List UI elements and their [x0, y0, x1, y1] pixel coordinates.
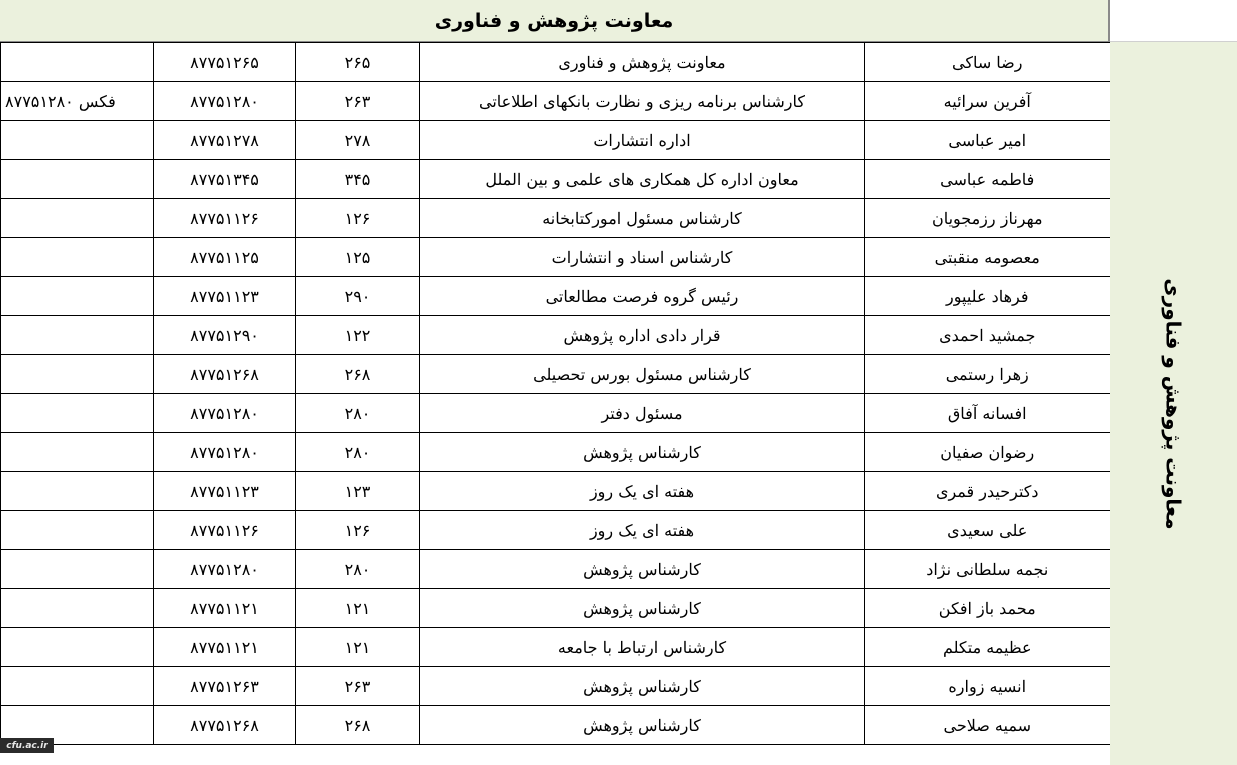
- table-row: [1, 121, 1111, 160]
- extension-cell: ۱۲۱: [296, 628, 420, 667]
- name-cell: سمیه صلاحی: [865, 706, 1111, 745]
- table-row: [1, 667, 1111, 706]
- phone-cell: ۸۷۷۵۱۲۸۰: [154, 82, 296, 121]
- table-row: [1, 160, 1111, 199]
- position-cell: کارشناس مسئول امورکتابخانه: [420, 199, 865, 238]
- fax-cell: [1, 394, 154, 433]
- table-row: [1, 472, 1111, 511]
- name-cell: فاطمه عباسی: [865, 160, 1111, 199]
- name-cell: فرهاد علیپور: [865, 277, 1111, 316]
- table-row: [1, 511, 1111, 550]
- fax-cell: [1, 355, 154, 394]
- position-cell: اداره انتشارات: [420, 121, 865, 160]
- phone-cell: ۸۷۷۵۱۳۴۵: [154, 160, 296, 199]
- table-row: [1, 706, 1111, 745]
- extension-cell: ۱۲۶: [296, 511, 420, 550]
- fax-cell: [1, 589, 154, 628]
- name-cell: زهرا رستمی: [865, 355, 1111, 394]
- position-cell: کارشناس پژوهش: [420, 667, 865, 706]
- position-cell: هفته ای یک روز: [420, 472, 865, 511]
- side-label-text: معاونت پژوهش و فناوری: [1161, 277, 1186, 530]
- name-cell: رضا ساکی: [865, 43, 1111, 82]
- phone-cell: ۸۷۷۵۱۲۶۸: [154, 706, 296, 745]
- extension-cell: ۳۴۵: [296, 160, 420, 199]
- position-cell: کارشناس پژوهش: [420, 706, 865, 745]
- extension-cell: ۲۸۰: [296, 550, 420, 589]
- fax-cell: [1, 43, 154, 82]
- position-cell: کارشناس پژوهش: [420, 550, 865, 589]
- extension-cell: ۱۲۱: [296, 589, 420, 628]
- table-row: [1, 43, 1111, 82]
- table-row: [1, 316, 1111, 355]
- table-row: [1, 355, 1111, 394]
- name-cell: انسیه زواره: [865, 667, 1111, 706]
- empty-header-cell: [1110, 0, 1237, 42]
- fax-cell: [1, 472, 154, 511]
- table-row: [1, 628, 1111, 667]
- fax-cell: [1, 433, 154, 472]
- position-cell: رئیس گروه فرصت مطالعاتی: [420, 277, 865, 316]
- fax-cell: [1, 511, 154, 550]
- extension-cell: ۱۲۵: [296, 238, 420, 277]
- extension-cell: ۲۷۸: [296, 121, 420, 160]
- extension-cell: ۲۶۳: [296, 82, 420, 121]
- name-cell: محمد باز افکن: [865, 589, 1111, 628]
- sheet-title-text: معاونت پژوهش و فناوری: [434, 9, 674, 32]
- extension-cell: ۲۶۵: [296, 43, 420, 82]
- phone-cell: ۸۷۷۵۱۲۷۸: [154, 121, 296, 160]
- extension-cell: ۲۶۳: [296, 667, 420, 706]
- extension-cell: ۲۹۰: [296, 277, 420, 316]
- phone-cell: ۸۷۷۵۱۲۹۰: [154, 316, 296, 355]
- name-cell: امیر عباسی: [865, 121, 1111, 160]
- phone-cell: ۸۷۷۵۱۲۸۰: [154, 433, 296, 472]
- extension-cell: ۲۶۸: [296, 355, 420, 394]
- fax-cell: [1, 277, 154, 316]
- table-row: [1, 82, 1111, 121]
- position-cell: هفته ای یک روز: [420, 511, 865, 550]
- table-row: [1, 433, 1111, 472]
- table-row: [1, 394, 1111, 433]
- name-cell: نجمه سلطانی نژاد: [865, 550, 1111, 589]
- phone-cell: ۸۷۷۵۱۱۲۶: [154, 199, 296, 238]
- position-cell: کارشناس پژوهش: [420, 589, 865, 628]
- fax-cell: فکس ۸۷۷۵۱۲۸۰: [1, 82, 154, 121]
- phone-cell: ۸۷۷۵۱۱۲۱: [154, 589, 296, 628]
- fax-cell: [1, 628, 154, 667]
- fax-cell: [1, 550, 154, 589]
- name-cell: افسانه آفاق: [865, 394, 1111, 433]
- position-cell: کارشناس ارتباط با جامعه: [420, 628, 865, 667]
- phone-cell: ۸۷۷۵۱۲۶۸: [154, 355, 296, 394]
- phone-cell: ۸۷۷۵۱۱۲۶: [154, 511, 296, 550]
- fax-cell: [1, 667, 154, 706]
- phone-cell: ۸۷۷۵۱۲۶۳: [154, 667, 296, 706]
- name-cell: عظیمه متکلم: [865, 628, 1111, 667]
- table-row: [1, 589, 1111, 628]
- side-label: [1110, 42, 1237, 765]
- position-cell: کارشناس پژوهش: [420, 433, 865, 472]
- fax-cell: [1, 160, 154, 199]
- name-cell: جمشید احمدی: [865, 316, 1111, 355]
- site-watermark: cfu.ac.ir: [0, 738, 54, 753]
- position-cell: قرار دادی اداره پژوهش: [420, 316, 865, 355]
- position-cell: معاون اداره کل همکاری های علمی و بین الملل: [420, 160, 865, 199]
- position-cell: کارشناس اسناد و انتشارات: [420, 238, 865, 277]
- phone-cell: ۸۷۷۵۱۱۲۱: [154, 628, 296, 667]
- extension-cell: ۲۸۰: [296, 394, 420, 433]
- extension-cell: ۲۸۰: [296, 433, 420, 472]
- extension-cell: ۱۲۳: [296, 472, 420, 511]
- name-cell: علی سعیدی: [865, 511, 1111, 550]
- position-cell: معاونت پژوهش و فناوری: [420, 43, 865, 82]
- fax-cell: [1, 316, 154, 355]
- phone-cell: ۸۷۷۵۱۲۶۵: [154, 43, 296, 82]
- fax-cell: [1, 199, 154, 238]
- extension-cell: ۱۲۶: [296, 199, 420, 238]
- table-row: [1, 550, 1111, 589]
- phone-cell: ۸۷۷۵۱۱۲۳: [154, 277, 296, 316]
- phone-cell: ۸۷۷۵۱۱۲۳: [154, 472, 296, 511]
- phone-cell: ۸۷۷۵۱۲۸۰: [154, 394, 296, 433]
- table-row: [1, 238, 1111, 277]
- table-row: [1, 199, 1111, 238]
- extension-cell: ۲۶۸: [296, 706, 420, 745]
- phone-cell: ۸۷۷۵۱۲۸۰: [154, 550, 296, 589]
- extension-cell: ۱۲۲: [296, 316, 420, 355]
- sheet-title: [0, 0, 1110, 42]
- contacts-table: [0, 42, 1112, 745]
- name-cell: آفرین سرائیه: [865, 82, 1111, 121]
- position-cell: کارشناس برنامه ریزی و نظارت بانکهای اطلاعاتی: [420, 82, 865, 121]
- position-cell: کارشناس مسئول بورس تحصیلی: [420, 355, 865, 394]
- fax-cell: [1, 121, 154, 160]
- fax-cell: [1, 238, 154, 277]
- contacts-table-body: [1, 43, 1111, 745]
- phone-cell: ۸۷۷۵۱۱۲۵: [154, 238, 296, 277]
- name-cell: مهرناز رزمجویان: [865, 199, 1111, 238]
- name-cell: معصومه منقبتی: [865, 238, 1111, 277]
- name-cell: رضوان صفیان: [865, 433, 1111, 472]
- position-cell: مسئول دفتر: [420, 394, 865, 433]
- table-row: [1, 277, 1111, 316]
- name-cell: دکترحیدر قمری: [865, 472, 1111, 511]
